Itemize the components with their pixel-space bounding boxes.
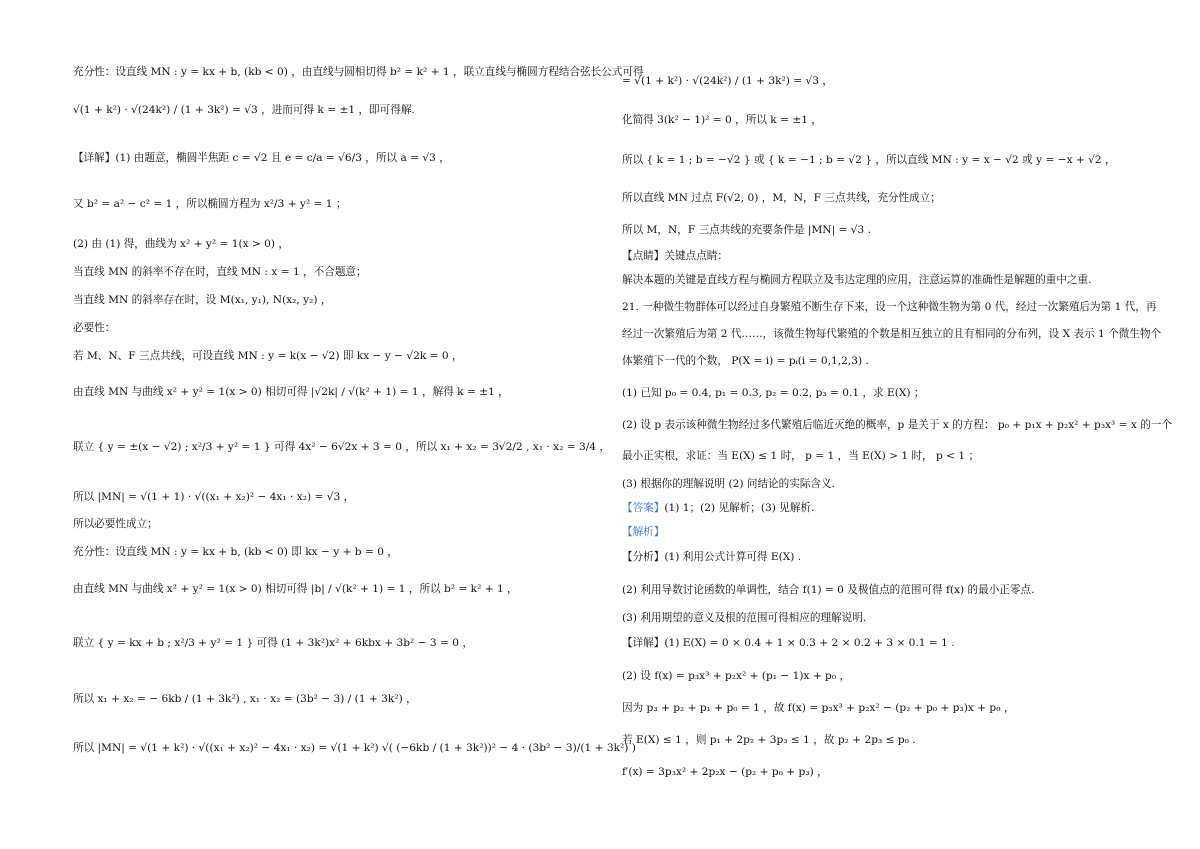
- left-text-line: 所以必要性成立；: [73, 518, 158, 530]
- left-text-line: 所以 |MN| = √(1 + 1) · √((x₁ + x₂)² − 4x₁ · x₂) = √3 ，: [73, 491, 355, 503]
- right-text-line: (3) 根据你的理解说明 (2) 问结论的实际含义.: [622, 478, 835, 490]
- right-text-line: 所以直线 MN 过点 F(√2, 0) ，M，N，F 三点共线，充分性成立；: [622, 192, 941, 204]
- right-text-line: 化简得 3(k² − 1)² = 0 ，所以 k = ±1 ，: [622, 114, 822, 126]
- right-text-line: (1) 已知 p₀ = 0.4, p₁ = 0.3, p₂ = 0.2, p₃ = 0.1 ，求 E(X) ；: [622, 387, 925, 399]
- left-text-line: 所以 x₁ + x₂ = − 6kb / (1 + 3k²) , x₁ · x₂ = (3b² − 3) / (1 + 3k²) ，: [73, 693, 417, 705]
- right-text-line: 因为 p₃ + p₂ + p₁ + p₀ = 1 ，故 f(x) = p₃x³ + p₂x² − (p₂ + p₀ + p₃)x + p₀ ，: [622, 702, 1015, 714]
- right-text-line: [622, 502, 814, 515]
- right-text-line: 经过一次繁殖后为第 2 代……，该微生物每代繁殖的个数是相互独立的且有相同的分布列，设 X 表示 1 个微生物个: [622, 328, 1162, 340]
- right-text-line: (2) 设 f(x) = p₃x³ + p₂x² + (p₁ − 1)x + p₀ ，: [622, 670, 851, 682]
- answer-text: (1) 1；(2) 见解析；(3) 见解析.: [664, 502, 815, 514]
- left-text-line: 所以 |MN| = √(1 + k²) · √((x₁ + x₂)² − 4x₁ · x₂) = √(1 + k²) √( (−6kb / (1 + 3k²))² − 4 · (3b² − 3)/(1 + 3k²) ): [73, 742, 636, 754]
- right-text-line: 【解析】: [622, 526, 665, 538]
- right-text-line: 【分析】(1) 利用公式计算可得 E(X) .: [622, 551, 802, 563]
- left-text-line: 又 b² = a² − c² = 1 ，所以椭圆方程为 x²/3 + y² = 1 ；: [73, 198, 347, 210]
- left-text-line: 【详解】(1) 由题意，椭圆半焦距 c = √2 且 e = c/a = √6/3 ，所以 a = √3 ，: [73, 152, 450, 164]
- answer-label: 【答案】: [622, 502, 665, 514]
- left-text-line: 由直线 MN 与曲线 x² + y² = 1(x > 0) 相切可得 |b| / √(k² + 1) = 1 ，所以 b² = k² + 1 ，: [73, 583, 518, 595]
- right-text-line: 最小正实根，求证：当 E(X) ≤ 1 时， p = 1 ，当 E(X) > 1 时， p < 1 ；: [622, 450, 980, 462]
- right-text-line: 若 E(X) ≤ 1 ，则 p₁ + 2p₂ + 3p₃ ≤ 1 ，故 p₂ + 2p₃ ≤ p₀ .: [622, 734, 916, 746]
- right-text-line: = √(1 + k²) · √(24k²) / (1 + 3k²) = √3 ，: [622, 75, 833, 87]
- left-text-line: √(1 + k²) · √(24k²) / (1 + 3k²) = √3 ，进而可得 k = ±1 ，即可得解.: [73, 104, 415, 116]
- right-text-line: 所以 { k = 1 ; b = −√2 } 或 { k = −1 ; b = √2 } ，所以直线 MN : y = x − √2 或 y = −x + √2 ，: [622, 154, 1116, 166]
- left-text-line: (2) 由 (1) 得，曲线为 x² + y² = 1(x > 0) ，: [73, 238, 290, 250]
- right-text-line: 【详解】(1) E(X) = 0 × 0.4 + 1 × 0.3 + 2 × 0.2 + 3 × 0.1 = 1 .: [622, 637, 955, 649]
- right-text-line: 21. 一种微生物群体可以经过自身繁殖不断生存下来，设一个这种微生物为第 0 代，经过一次繁殖后为第 1 代，再: [622, 301, 1157, 313]
- left-text-line: 若 M、N、F 三点共线，可设直线 MN : y = k(x − √2) 即 kx − y − √2k = 0 ，: [73, 350, 463, 362]
- right-text-line: 【点睛】关键点点睛：: [622, 250, 728, 262]
- right-text-line: 所以 M，N，F 三点共线的充要条件是 |MN| = √3 .: [622, 224, 871, 236]
- right-text-line: (2) 设 p 表示该种微生物经过多代繁殖后临近灭绝的概率，p 是关于 x 的方程： p₀ + p₁x + p₂x² + p₃x³ = x 的一个: [622, 419, 1173, 431]
- left-text-line: 联立 { y = ±(x − √2) ; x²/3 + y² = 1 } 可得 4x² − 6√2x + 3 = 0 ，所以 x₁ + x₂ = 3√2/2 , x₁ · x₂ = 3/4 ，: [73, 441, 611, 453]
- left-text-line: 联立 { y = kx + b ; x²/3 + y² = 1 } 可得 (1 + 3k²)x² + 6kbx + 3b² − 3 = 0 ，: [73, 637, 473, 649]
- left-text-line: 充分性：设直线 MN : y = kx + b, (kb < 0) ，由直线与圆相切得 b² = k² + 1 ，联立直线与椭圆方程结合弦长公式可得: [73, 66, 644, 78]
- right-text-line: (3) 利用期望的意义及根的范围可得相应的理解说明.: [622, 612, 867, 624]
- left-text-line: 由直线 MN 与曲线 x² + y² = 1(x > 0) 相切可得 |√2k| / √(k² + 1) = 1 ，解得 k = ±1 ，: [73, 386, 509, 398]
- right-text-line: 解决本题的关键是直线方程与椭圆方程联立及韦达定理的应用，注意运算的准确性是解题的重中之重.: [622, 274, 1092, 286]
- left-text-line: 当直线 MN 的斜率不存在时，直线 MN : x = 1 ，不合题意；: [73, 266, 367, 278]
- right-text-line: 体繁殖下一代的个数， P(X = i) = pᵢ(i = 0,1,2,3) .: [622, 355, 869, 367]
- left-text-line: 必要性：: [73, 322, 116, 334]
- left-text-line: 充分性：设直线 MN : y = kx + b, (kb < 0) 即 kx − y + b = 0 ，: [73, 546, 398, 558]
- right-text-line: (2) 利用导数讨论函数的单调性，结合 f(1) = 0 及极值点的范围可得 f(x) 的最小正零点.: [622, 584, 1035, 596]
- right-text-line: f′(x) = 3p₃x² + 2p₂x − (p₂ + p₀ + p₃) ，: [622, 766, 828, 778]
- left-text-line: 当直线 MN 的斜率存在时，设 M(x₁, y₁), N(x₂, y₂) ，: [73, 294, 332, 306]
